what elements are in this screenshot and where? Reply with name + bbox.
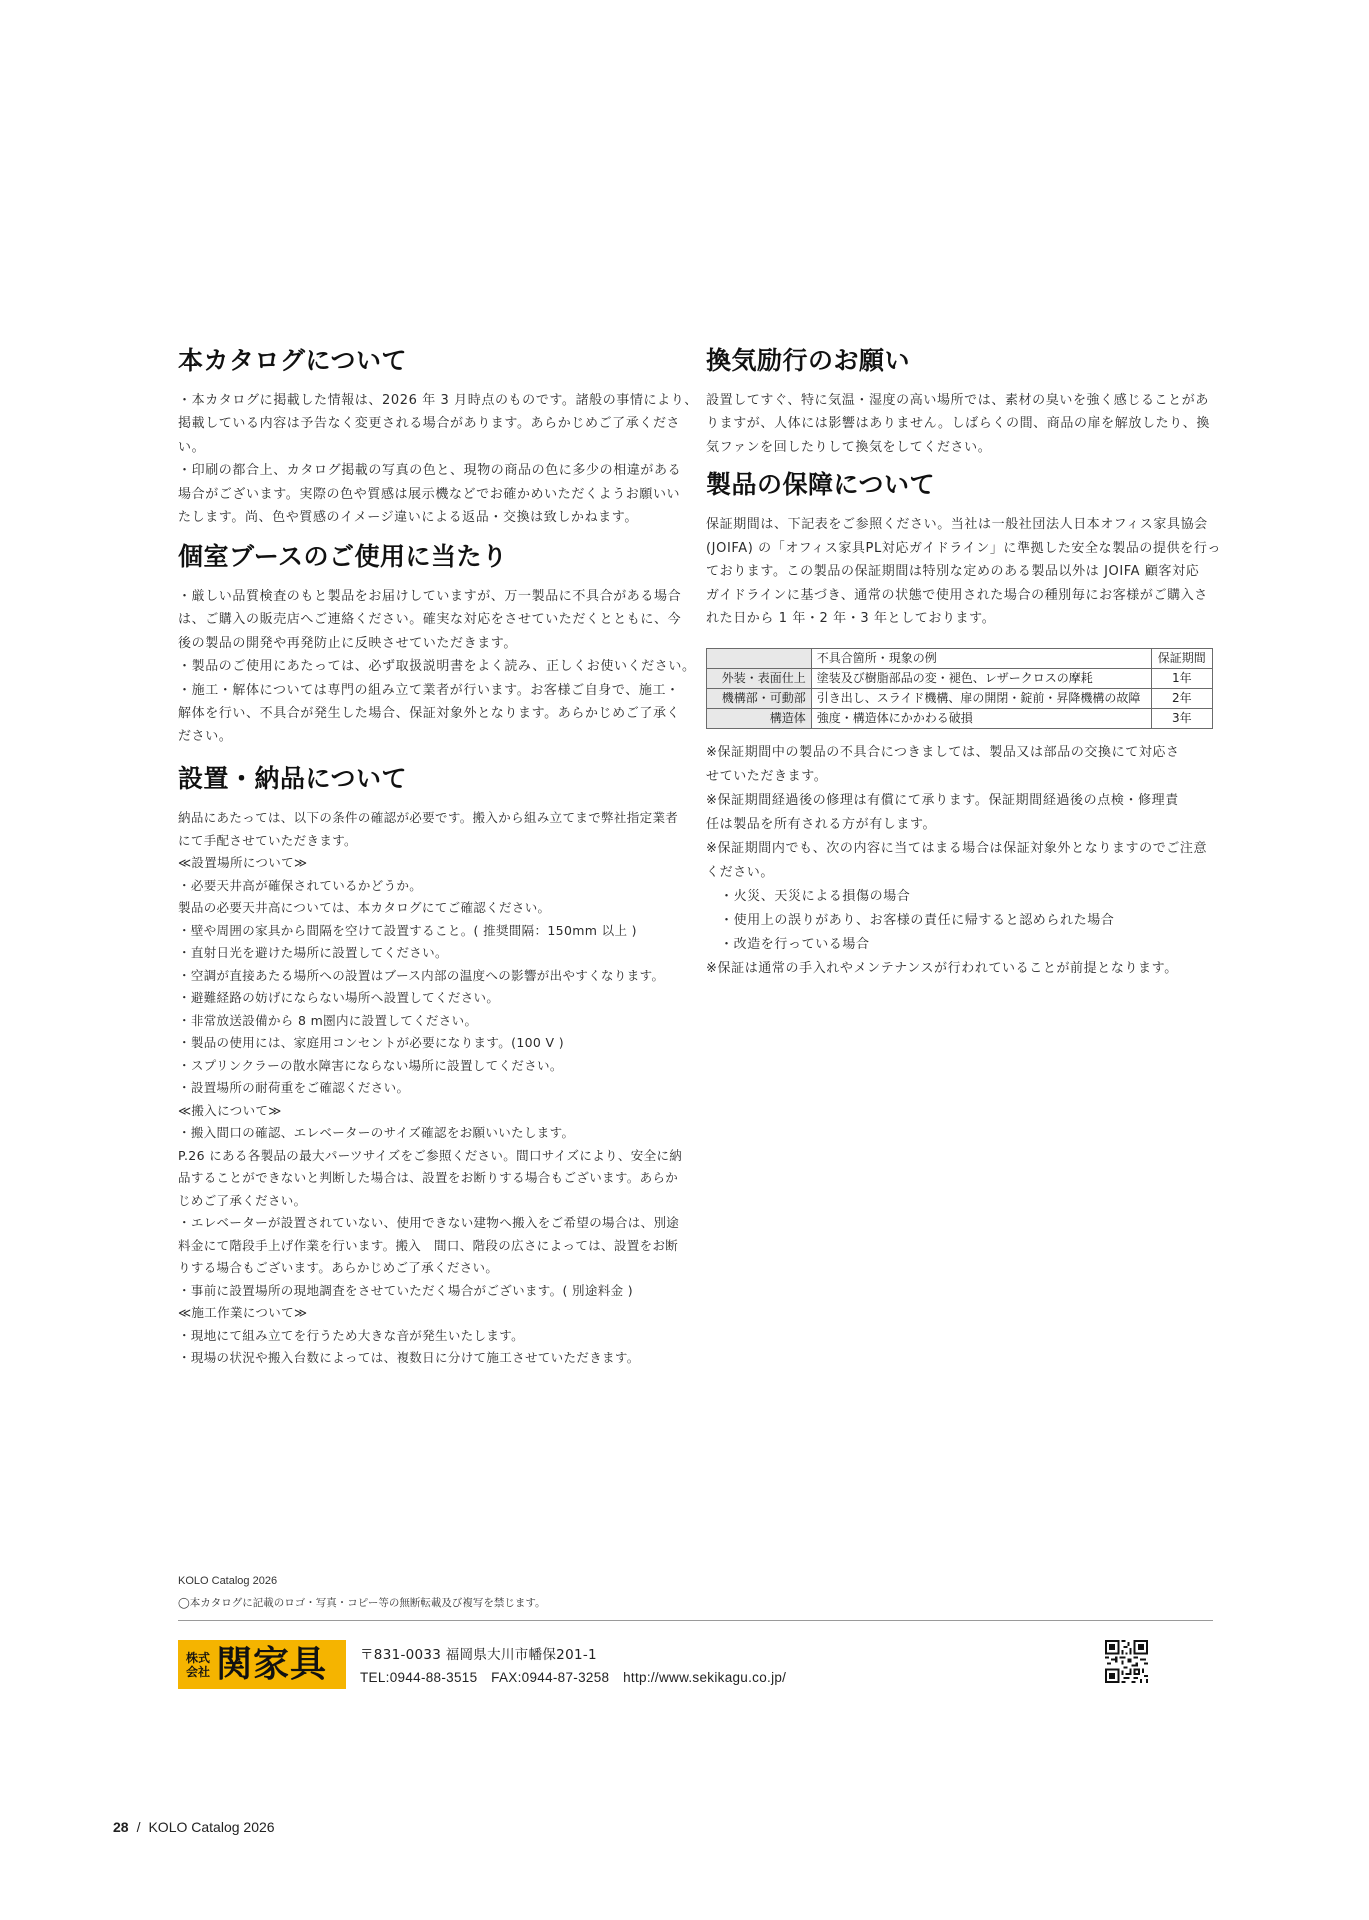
- section-body: [706, 389, 1213, 459]
- body-text-line: ・スプリンクラーの散水障害にならない場所に設置してください。: [178, 1057, 563, 1073]
- qr-code-icon: [1105, 1640, 1148, 1683]
- body-text-line: 後の製品の開発や再発防止に反映させていただきます。: [178, 635, 517, 651]
- body-text-line: 料金にて階段手上げ作業を行います。搬入 間口、階段の広さによっては、設置をお断: [178, 1237, 679, 1253]
- section-heading: 設置・納品について: [178, 764, 408, 793]
- note-list-item: ・改造を行っている場合: [720, 936, 870, 952]
- body-text-line: じめご了承ください。: [178, 1192, 307, 1208]
- body-text-line: ・製品の使用には、家庭用コンセントが必要になります。(100 V ): [178, 1035, 565, 1050]
- company-contact: TEL:0944-88-3515 FAX:0944-87-3258 http://www.sekikagu.co.jp/: [360, 1670, 787, 1685]
- body-text-line: ・現場の状況や搬入台数によっては、複数日に分けて施工させていただきます。: [178, 1350, 640, 1365]
- body-text-line: ・本カタログに掲載した情報は、2026 年 3 月時点のものです。諸般の事情により、: [178, 393, 698, 408]
- section-heading: 個室ブースのご使用に当たり: [178, 542, 508, 571]
- table-cell-part: 構造体: [707, 708, 812, 728]
- body-text-line: ・厳しい品質検査のもと製品をお届けしていますが、万一製品に不具合がある場合: [178, 589, 682, 604]
- note-line: 任は製品を所有される方が有します。: [706, 816, 937, 832]
- table-row: [707, 668, 1213, 688]
- subheading-line: ≪搬入について≫: [178, 1102, 282, 1118]
- page-separator: /: [136, 1819, 141, 1835]
- section-body: [178, 585, 696, 749]
- body-text-line: にて手配させていただきます。: [178, 832, 357, 848]
- table-header-cell-empty: [707, 648, 812, 668]
- body-text-line: 製品の必要天井高については、本カタログにてご確認ください。: [178, 900, 551, 915]
- body-text-line: は、ご購入の販売店へご連絡ください。確実な対応をさせていただくとともに、今: [178, 612, 682, 628]
- warranty-table: [706, 648, 1213, 729]
- section-about-catalog: [178, 346, 698, 529]
- subheading-line: ≪施工作業について≫: [178, 1305, 308, 1320]
- note-line: ※保証期間中の製品の不具合につきましては、製品又は部品の交換にて対応さ: [706, 744, 1180, 760]
- section-body: [178, 389, 698, 529]
- body-text-line: 納品にあたっては、以下の条件の確認が必要です。搬入から組み立てまで弊社指定業者: [178, 810, 679, 825]
- body-text-line: れた日から 1 年・2 年・3 年としております。: [706, 611, 996, 627]
- table-cell-example: 引き出し、スライド機構、扉の開閉・錠前・昇降機構の故障: [811, 688, 1151, 708]
- table-cell-period: 3年: [1151, 708, 1212, 728]
- table-cell-period: 2年: [1151, 688, 1212, 708]
- body-text-line: ・必要天井高が確保されているかどうか。: [178, 877, 423, 893]
- body-text-line: 保証期間は、下記表をご参照ください。当社は一般社団法人日本オフィス家具協会: [706, 517, 1208, 532]
- company-logo: [178, 1640, 346, 1689]
- warranty-notes: [706, 741, 1213, 981]
- section-booth-usage: [178, 542, 696, 749]
- body-text-line: ・空調が直接あたる場所への設置はブース内部の温度への影響が出やすくなります。: [178, 967, 665, 983]
- body-text-line: 設置してすぐ、特に気温・湿度の高い場所では、素材の臭いを強く感じることがあ: [706, 393, 1209, 408]
- body-text-line: ・施工・解体については専門の組み立て業者が行います。お客様ご自身で、施工・: [178, 682, 680, 698]
- footer-copyright: ◯本カタログに記載のロゴ・写真・コピー等の無断転載及び複写を禁じます。: [178, 1597, 546, 1609]
- company-address: 〒831-0033 福岡県大川市幡保201-1: [360, 1647, 597, 1663]
- body-text-line: ・避難経路の妨げにならない場所へ設置してください。: [178, 990, 500, 1005]
- body-text-line: ・製品のご使用にあたっては、必ず取扱説明書をよく読み、正しくお使いください。: [178, 659, 696, 675]
- body-text-line: ・印刷の都合上、カタログ掲載の写真の色と、現物の商品の色に多少の相違がある: [178, 463, 682, 479]
- body-text-line: ・エレベーターが設置されていない、使用できない建物へ搬入をご希望の場合は、別途: [178, 1215, 680, 1230]
- body-text-line: ・直射日光を避けた場所に設置してください。: [178, 945, 448, 960]
- body-text-line: ・壁や周囲の家具から間隔を空けて設置すること。( 推奨間隔：150mm 以上 ): [178, 922, 637, 938]
- table-row: [707, 688, 1213, 708]
- body-text-line: 気ファンを回したりして換気をしてください。: [706, 439, 992, 455]
- table-cell-part: 機構部・可動部: [707, 688, 812, 708]
- body-text-line: (JOIFA) の「オフィス家具PL対応ガイドライン」に準拠した安全な製品の提供を行っ: [706, 540, 1222, 556]
- table-cell-part: 外装・表面仕上: [707, 668, 812, 688]
- body-text-line: 品することができないと判断した場合は、設置をお断りする場合もございます。あらか: [178, 1170, 679, 1185]
- table-header-cell: 保証期間: [1151, 648, 1212, 668]
- body-text-line: ・事前に設置場所の現地調査をさせていただく場合がございます。( 別途料金 ): [178, 1282, 634, 1298]
- section-heading: 本カタログについて: [178, 346, 408, 375]
- table-header-row: [707, 648, 1213, 668]
- note-line: ※保証は通常の手入れやメンテナンスが行われていることが前提となります。: [706, 960, 1178, 976]
- footer-divider: [178, 1620, 1213, 1621]
- body-text-line: ております。この製品の保証期間は特別な定めのある製品以外は JOIFA 顧客対応: [706, 564, 1200, 580]
- page-number: 28: [113, 1819, 129, 1835]
- table-row: [707, 708, 1213, 728]
- note-list-item: ・使用上の誤りがあり、お客様の責任に帰すると認められた場合: [720, 912, 1115, 928]
- body-text-line: 掲載している内容は予告なく変更される場合があります。あらかじめご了承くださ: [178, 416, 681, 432]
- table-header-cell: 不具合箇所・現象の例: [811, 648, 1151, 668]
- subheading-line: ≪設置場所について≫: [178, 855, 308, 870]
- body-text-line: りする場合もございます。あらかじめご了承ください。: [178, 1260, 499, 1275]
- body-text-line: P.26 にある各製品の最大パーツサイズをご参照ください。間口サイズにより、安全に納: [178, 1147, 683, 1163]
- body-text-line: ・現地にて組み立てを行うため大きな音が発生いたします。: [178, 1327, 524, 1343]
- body-text-line: 場合がございます。実際の色や質感は展示機などでお確かめいただくようお願いい: [178, 486, 681, 502]
- note-line: ※保証期間内でも、次の内容に当てはまる場合は保証対象外となりますのでご注意: [706, 840, 1208, 856]
- logo-small-bottom: 会社: [186, 1664, 211, 1679]
- table-cell-example: 塗装及び樹脂部品の変・褪色、レザークロスの摩耗: [811, 668, 1151, 688]
- section-installation: [178, 765, 684, 1370]
- body-text-line: ガイドラインに基づき、通常の状態で使用された場合の種別毎にお客様がご購入さ: [706, 587, 1208, 603]
- section-heading: 換気励行のお願い: [706, 346, 911, 375]
- logo-kabushikigaisha: [186, 1651, 210, 1679]
- body-text-line: たします。尚、色や質感のイメージ違いによる返品・交換は致しかねます。: [178, 510, 638, 526]
- body-text-line: ・搬入間口の確認、エレベーターのサイズ確認をお願いいたします。: [178, 1125, 575, 1140]
- page-footer-title: KOLO Catalog 2026: [148, 1819, 275, 1835]
- logo-company-name: 関家具: [216, 1643, 328, 1685]
- note-line: ※保証期間経過後の修理は有償にて承ります。保証期間経過後の点検・修理責: [706, 792, 1179, 808]
- body-text-line: りますが、人体には影響はありません。しばらくの間、商品の扉を解放したり、換: [706, 416, 1210, 432]
- page-footer: [113, 1819, 275, 1835]
- footer-catalog-name: KOLO Catalog 2026: [178, 1575, 278, 1587]
- note-list-item: ・火災、天災による損傷の場合: [720, 888, 911, 904]
- body-text-line: ・非常放送設備から 8 m圏内に設置してください。: [178, 1012, 478, 1028]
- body-text-line: い。: [178, 439, 206, 455]
- section-ventilation: [706, 347, 1213, 459]
- section-body: [706, 513, 1222, 631]
- section-warranty: [706, 470, 1222, 981]
- table-cell-example: 強度・構造体にかかわる破損: [811, 708, 1151, 728]
- table-cell-period: 1年: [1151, 668, 1212, 688]
- logo-small-top: 株式: [186, 1650, 211, 1665]
- note-line: せていただきます。: [706, 768, 828, 784]
- body-text-line: ださい。: [178, 729, 233, 745]
- note-line: ください。: [706, 864, 775, 880]
- body-text-line: 解体を行い、不具合が発生した場合、保証対象外となります。あらかじめご了承く: [178, 706, 681, 722]
- section-heading: 製品の保障について: [706, 470, 936, 499]
- section-body: [178, 807, 684, 1370]
- body-text-line: ・設置場所の耐荷重をご確認ください。: [178, 1080, 410, 1095]
